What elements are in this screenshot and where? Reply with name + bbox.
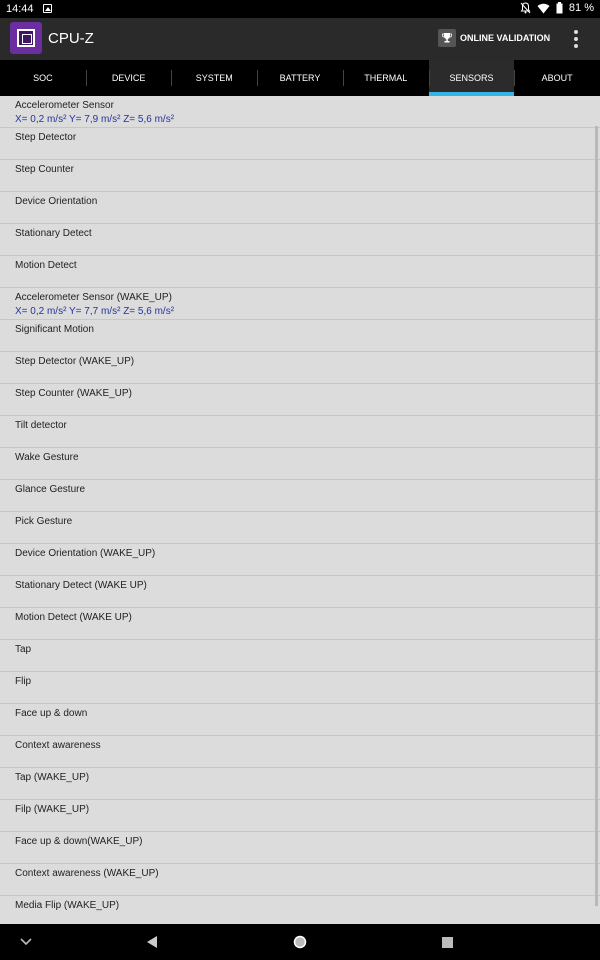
- online-validation-label: ONLINE VALIDATION: [460, 33, 551, 43]
- tab-system[interactable]: SYSTEM: [171, 60, 257, 96]
- sensor-name: Face up & down(WAKE_UP): [15, 836, 143, 847]
- list-item: [0, 416, 600, 448]
- navigation-bar: [0, 924, 600, 960]
- sensor-name: Device Orientation: [15, 196, 98, 207]
- list-item: [0, 224, 600, 256]
- gallery-icon: [43, 4, 52, 13]
- mute-icon: [520, 2, 531, 14]
- sensor-name: Stationary Detect (WAKE UP): [15, 580, 147, 591]
- list-item: [0, 896, 600, 924]
- overflow-menu-icon[interactable]: [570, 30, 582, 48]
- sensor-name: Step Detector (WAKE_UP): [15, 356, 135, 367]
- sensor-name: Significant Motion: [15, 324, 94, 335]
- sensor-name: Wake Gesture: [15, 452, 79, 463]
- battery-percent: 81 %: [568, 2, 594, 14]
- sensor-name: Tilt detector: [15, 420, 67, 431]
- sensor-name: Tap: [15, 644, 32, 655]
- list-item: [0, 320, 600, 352]
- trophy-icon: [438, 29, 456, 47]
- sensor-name: Context awareness: [15, 740, 101, 751]
- list-item: [0, 736, 600, 768]
- list-item: [0, 448, 600, 480]
- list-item: [0, 800, 600, 832]
- app-bar: [0, 18, 600, 60]
- tab-battery[interactable]: BATTERY: [257, 60, 343, 96]
- sensor-name: Face up & down: [15, 708, 88, 719]
- status-bar: [0, 0, 600, 18]
- list-item: [0, 160, 600, 192]
- sensor-name: Pick Gesture: [15, 516, 73, 527]
- list-item: [0, 704, 600, 736]
- sensor-name: Accelerometer Sensor (WAKE_UP): [15, 292, 172, 303]
- list-item: [0, 192, 600, 224]
- wifi-icon: [537, 3, 550, 14]
- sensor-name: Step Counter: [15, 164, 74, 175]
- sensor-name: Stationary Detect: [15, 228, 92, 239]
- tab-soc[interactable]: SOC: [33, 73, 53, 83]
- sensor-name: Device Orientation (WAKE_UP): [15, 548, 156, 559]
- sensor-name: Media Flip (WAKE_UP): [15, 900, 120, 911]
- app-logo-icon: [10, 22, 42, 54]
- sensor-name: Step Detector: [15, 132, 77, 143]
- app-title: CPU-Z: [48, 30, 94, 47]
- status-time: 14:44: [6, 3, 34, 15]
- list-item: [0, 352, 600, 384]
- sensor-name: Tap (WAKE_UP): [15, 772, 90, 783]
- list-item: [0, 544, 600, 576]
- nav-home-icon[interactable]: [288, 924, 312, 960]
- sensor-list[interactable]: [0, 96, 600, 924]
- nav-down-icon[interactable]: [14, 924, 38, 960]
- sensor-name: Motion Detect: [15, 260, 77, 271]
- tab-about[interactable]: ABOUT: [514, 60, 600, 96]
- sensor-name: Context awareness (WAKE_UP): [15, 868, 159, 879]
- sensor-name: Filp (WAKE_UP): [15, 804, 90, 815]
- sensor-name: Motion Detect (WAKE UP): [15, 612, 132, 623]
- list-item: [0, 640, 600, 672]
- list-item: [0, 768, 600, 800]
- sensor-name: Flip: [15, 676, 32, 687]
- nav-recents-icon[interactable]: [435, 924, 459, 960]
- tab-sensors[interactable]: SENSORS: [429, 60, 515, 96]
- list-item: [0, 576, 600, 608]
- list-item: [0, 128, 600, 160]
- sensor-name: Step Counter (WAKE_UP): [15, 388, 132, 399]
- list-item: [0, 512, 600, 544]
- list-item: [0, 288, 600, 320]
- tab-device[interactable]: DEVICE: [86, 60, 172, 96]
- sensor-values: X= 0,2 m/s² Y= 7,7 m/s² Z= 5,6 m/s²: [15, 306, 175, 317]
- tab-thermal[interactable]: THERMAL: [343, 60, 429, 96]
- list-item: [0, 480, 600, 512]
- list-item: [0, 256, 600, 288]
- nav-back-icon[interactable]: [140, 924, 164, 960]
- sensor-name: Glance Gesture: [15, 484, 86, 495]
- online-validation-button[interactable]: [438, 26, 550, 50]
- scrollbar[interactable]: [595, 126, 598, 906]
- sensor-name: Accelerometer Sensor: [15, 100, 114, 111]
- battery-icon: [556, 2, 563, 14]
- tab-bar: [0, 60, 600, 96]
- list-item: [0, 672, 600, 704]
- sensor-values: X= 0,2 m/s² Y= 7,9 m/s² Z= 5,6 m/s²: [15, 114, 175, 125]
- list-item: [0, 608, 600, 640]
- list-item: [0, 384, 600, 416]
- list-item: [0, 832, 600, 864]
- list-item: [0, 96, 600, 128]
- list-item: [0, 864, 600, 896]
